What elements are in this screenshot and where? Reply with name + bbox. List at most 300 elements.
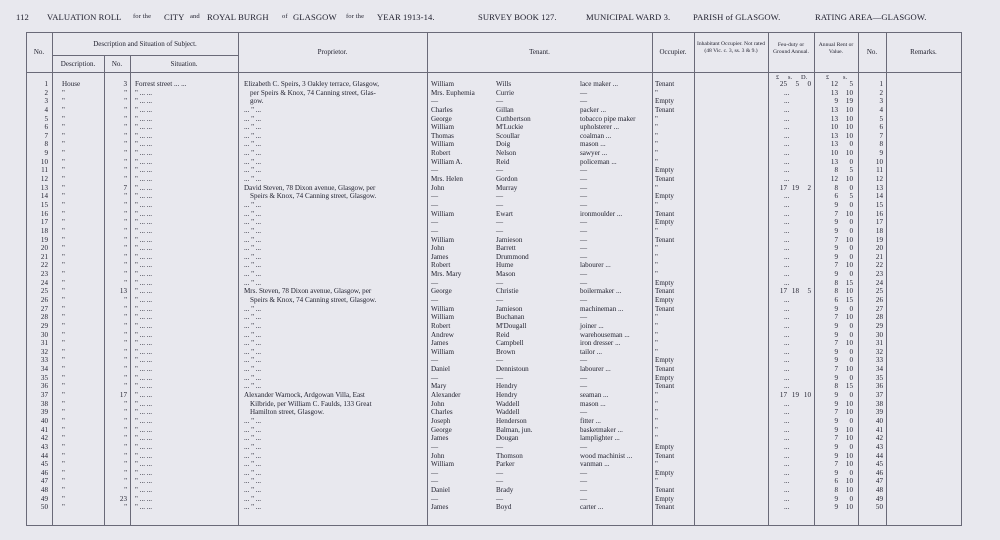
cell-sit: " ... ...	[135, 356, 153, 365]
cell-no2: 14	[875, 192, 883, 201]
cell-sit: " ... ...	[135, 296, 153, 304]
cell-tf: —	[431, 477, 439, 486]
cell-al: 7	[834, 365, 838, 374]
cell-prop: ... " ...	[244, 278, 262, 287]
cell-prop: ... " ...	[244, 416, 262, 425]
proprietor-entry	[244, 184, 424, 201]
cell-as: 0	[849, 321, 853, 330]
cell-al: 13	[830, 157, 838, 166]
cell-tf: William	[431, 209, 454, 218]
cell-tl: Drummond	[496, 252, 529, 261]
cell-num: "	[124, 503, 127, 512]
cell-inh: ...	[784, 166, 790, 175]
cell-num: "	[124, 252, 127, 261]
cell-prop: ... " ...	[244, 270, 262, 279]
cell-no: 41	[40, 425, 48, 434]
cell-no: 6	[44, 123, 48, 132]
cell-num: "	[124, 131, 127, 140]
cell-desc: "	[62, 477, 65, 486]
cell-al: 13	[830, 105, 838, 114]
cell-desc: "	[62, 391, 65, 400]
cell-occ: "	[655, 321, 658, 330]
cell-prop: ... " ...	[244, 131, 262, 140]
col-header-proprietor: Proprietor.	[317, 48, 348, 56]
cell-tt: —	[580, 270, 588, 279]
cell-occ: Empty	[655, 296, 674, 304]
table-row	[0, 486, 1000, 495]
cell-num: "	[124, 313, 127, 322]
col-header-description: Description.	[60, 60, 96, 68]
cell-no: 37	[40, 391, 48, 400]
cell-tl: —	[496, 192, 504, 201]
col-header-annual-rent: Annual Rent or Value.	[818, 42, 854, 55]
col-header-number: No.	[111, 60, 123, 68]
cell-tf: —	[431, 442, 439, 451]
cell-prop: ... " ...	[244, 365, 262, 374]
cell-al: 9	[834, 503, 838, 512]
col-header-no: No.	[33, 48, 45, 56]
cell-occ: "	[655, 347, 658, 356]
cell-tl: Mason	[496, 270, 516, 279]
cell-no2: 10	[875, 157, 883, 166]
cell-tf: —	[431, 200, 439, 209]
cell-desc: "	[62, 304, 65, 313]
cell-no: 44	[40, 451, 48, 460]
cell-no2: 19	[875, 235, 883, 244]
cell-sit: " ... ...	[135, 192, 153, 201]
cell-inh: ...	[784, 252, 790, 261]
cell-tt: sawyer ...	[580, 149, 608, 158]
cell-num: "	[124, 451, 127, 460]
table-row	[0, 132, 1000, 141]
cell-tt: —	[580, 494, 588, 503]
cell-tf: —	[431, 494, 439, 503]
cell-tt: —	[580, 166, 588, 175]
desc-group-rule	[52, 55, 238, 56]
cell-tf: James	[431, 434, 449, 443]
cell-no2: 13	[875, 183, 883, 192]
table-top-rule	[26, 32, 961, 33]
cell-no: 8	[44, 140, 48, 149]
col-header-no-2: No.	[866, 48, 878, 56]
cell-sit: " ... ...	[135, 416, 153, 425]
cell-tf: Charles	[431, 408, 453, 417]
cell-no2: 1	[879, 80, 883, 88]
cell-num: "	[124, 235, 127, 244]
cell-inh: ...	[784, 313, 790, 322]
cell-tl: Jamieson	[496, 304, 523, 313]
proprietor-entry	[244, 287, 424, 304]
cell-as: 10	[845, 408, 853, 417]
cell-prop: ... " ...	[244, 434, 262, 443]
cell-sit: " ... ...	[135, 494, 153, 503]
cell-desc: "	[62, 408, 65, 417]
cell-as: 10	[845, 235, 853, 244]
proprietor-line: Speirs & Knox, 74 Canning street, Glasgow.	[250, 295, 377, 304]
cell-no2: 15	[875, 200, 883, 209]
cell-desc: "	[62, 347, 65, 356]
cell-tl: Waddell	[496, 399, 520, 408]
cell-no2: 18	[875, 226, 883, 235]
cell-tt: —	[580, 192, 588, 201]
cell-no2: 6	[879, 123, 883, 132]
cell-num: "	[124, 209, 127, 218]
cell-num: "	[124, 157, 127, 166]
cell-desc: "	[62, 287, 65, 296]
cell-sit: " ... ...	[135, 183, 153, 192]
cell-no: 49	[40, 494, 48, 503]
cell-tl: Ewart	[496, 209, 513, 218]
title-word: for the	[133, 13, 152, 20]
cell-num: "	[124, 105, 127, 114]
cell-tt: —	[580, 244, 588, 253]
cell-num: "	[124, 486, 127, 495]
cell-as: 10	[845, 149, 853, 158]
table-row	[0, 218, 1000, 227]
cell-num: "	[124, 200, 127, 209]
cell-prop: ... " ...	[244, 356, 262, 365]
col-header-feu-duty: Feu-duty or Ground Annual.	[772, 42, 810, 55]
table-row	[0, 443, 1000, 452]
table-row	[0, 227, 1000, 236]
cell-al: 9	[834, 347, 838, 356]
cell-as: 10	[845, 477, 853, 486]
cell-no2: 42	[875, 434, 883, 443]
cell-al: 9	[834, 226, 838, 235]
cell-desc: "	[62, 218, 65, 227]
table-row	[0, 184, 1000, 193]
cell-tf: William	[431, 313, 454, 322]
unit-pounds: £	[826, 74, 830, 81]
cell-tl: —	[496, 468, 504, 477]
cell-inh: ...	[784, 434, 790, 443]
cell-sit: " ... ...	[135, 460, 153, 469]
cell-sit: " ... ...	[135, 347, 153, 356]
title-city: CITY	[164, 12, 185, 22]
cell-inh: ...	[784, 97, 790, 106]
cell-occ: Tenant	[655, 235, 675, 244]
cell-tl: Brown	[496, 347, 516, 356]
cell-prop: ... " ...	[244, 261, 262, 270]
cell-tf: George	[431, 114, 452, 123]
cell-inh: ...	[784, 175, 790, 184]
cell-occ: "	[655, 261, 658, 270]
cell-tl: Currie	[496, 88, 515, 97]
cell-tt: warehouseman ...	[580, 330, 630, 339]
cell-sit: " ... ...	[135, 391, 153, 400]
cell-tt: —	[580, 442, 588, 451]
cell-al: 8	[834, 278, 838, 287]
cell-as: 15	[845, 296, 853, 304]
cell-sit: " ... ...	[135, 175, 153, 184]
cell-inh: ...	[784, 131, 790, 140]
cell-tf: Charles	[431, 105, 453, 114]
cell-inh: ...	[784, 209, 790, 218]
table-row	[0, 408, 1000, 417]
cell-prop: ... " ...	[244, 494, 262, 503]
cell-no2: 11	[876, 166, 883, 175]
cell-no: 35	[40, 373, 48, 382]
cell-al: 9	[834, 425, 838, 434]
cell-tl: Thomson	[496, 451, 523, 460]
cell-prop: ... " ...	[244, 460, 262, 469]
cell-no2: 3	[879, 97, 883, 106]
cell-occ: Empty	[655, 356, 674, 365]
cell-no2: 20	[875, 244, 883, 253]
cell-desc: "	[62, 365, 65, 374]
cell-no2: 49	[875, 494, 883, 503]
cell-al: 8	[834, 183, 838, 192]
cell-no2: 40	[875, 416, 883, 425]
cell-desc: "	[62, 252, 65, 261]
table-row	[0, 434, 1000, 443]
cell-tf: Andrew	[431, 330, 454, 339]
cell-inh: ...	[784, 226, 790, 235]
cell-as: 0	[849, 373, 853, 382]
cell-occ: "	[655, 252, 658, 261]
cell-no2: 36	[875, 382, 883, 391]
cell-occ: "	[655, 477, 658, 486]
cell-desc: "	[62, 192, 65, 201]
cell-sit: " ... ...	[135, 408, 153, 417]
cell-occ: Empty	[655, 218, 674, 227]
cell-occ: Empty	[655, 166, 674, 175]
cell-al: 7	[834, 460, 838, 469]
cell-occ: "	[655, 114, 658, 123]
table-row	[0, 192, 1000, 201]
cell-no: 10	[40, 157, 48, 166]
cell-prop: ... " ...	[244, 200, 262, 209]
cell-desc: "	[62, 313, 65, 322]
cell-al: 6	[834, 296, 838, 304]
table-row	[0, 236, 1000, 245]
cell-inh: ...	[784, 105, 790, 114]
cell-al: 6	[834, 477, 838, 486]
cell-inh: ...	[784, 442, 790, 451]
cell-prop: ... " ...	[244, 304, 262, 313]
cell-tt: —	[580, 382, 588, 391]
cell-tl: —	[496, 494, 504, 503]
cell-no: 18	[40, 226, 48, 235]
cell-occ: Tenant	[655, 382, 675, 391]
cell-num: "	[124, 468, 127, 477]
cell-occ: Empty	[655, 494, 674, 503]
cell-sit: " ... ...	[135, 244, 153, 253]
cell-prop: ... " ...	[244, 477, 262, 486]
cell-desc: "	[62, 356, 65, 365]
cell-desc: "	[62, 330, 65, 339]
cell-tf: —	[431, 356, 439, 365]
cell-no: 30	[40, 330, 48, 339]
cell-tf: Daniel	[431, 486, 450, 495]
cell-prop: ... " ...	[244, 114, 262, 123]
cell-prop: ... " ...	[244, 451, 262, 460]
cell-tt: basketmaker ...	[580, 425, 623, 434]
cell-no2: 5	[879, 114, 883, 123]
cell-tt: —	[580, 175, 588, 184]
cell-tf: Daniel	[431, 365, 450, 374]
cell-as: 10	[845, 114, 853, 123]
col-header-description-group: Description and Situation of Subject.	[93, 40, 197, 48]
cell-tl: Doig	[496, 140, 511, 149]
cell-tt: —	[580, 477, 588, 486]
cell-tf: John	[431, 244, 445, 253]
cell-al: 8	[834, 287, 838, 296]
cell-no2: 43	[875, 442, 883, 451]
table-row	[0, 391, 1000, 400]
cell-no2: 39	[875, 408, 883, 417]
cell-desc: "	[62, 200, 65, 209]
cell-as: 10	[845, 425, 853, 434]
cell-num: "	[124, 321, 127, 330]
cell-sit: " ... ...	[135, 365, 153, 374]
cell-tl: —	[496, 373, 504, 382]
cell-prop: ... " ...	[244, 175, 262, 184]
cell-no: 14	[40, 192, 48, 201]
table-row	[0, 253, 1000, 262]
cell-al: 9	[834, 399, 838, 408]
cell-tt: —	[580, 373, 588, 382]
cell-fl: 25	[779, 80, 787, 88]
cell-desc: "	[62, 321, 65, 330]
table-row	[0, 356, 1000, 365]
cell-sit: Forrest street ... ...	[135, 80, 187, 88]
cell-num: "	[124, 330, 127, 339]
cell-tt: —	[580, 226, 588, 235]
cell-prop: ... " ...	[244, 486, 262, 495]
cell-occ: "	[655, 226, 658, 235]
cell-occ: Tenant	[655, 287, 675, 296]
cell-tf: Robert	[431, 261, 451, 270]
cell-no2: 17	[875, 218, 883, 227]
cell-tt: machineman ...	[580, 304, 624, 313]
cell-al: 7	[834, 209, 838, 218]
cell-no: 29	[40, 321, 48, 330]
cell-num: "	[124, 339, 127, 348]
cell-al: 10	[830, 123, 838, 132]
cell-desc: "	[62, 339, 65, 348]
municipal-ward: MUNICIPAL WARD 3.	[586, 12, 671, 22]
cell-num: "	[124, 114, 127, 123]
cell-as: 0	[849, 252, 853, 261]
cell-no2: 47	[875, 477, 883, 486]
cell-no2: 45	[875, 460, 883, 469]
table-bottom-rule	[26, 525, 961, 526]
cell-inh: ...	[784, 382, 790, 391]
cell-no: 7	[44, 131, 48, 140]
cell-sit: " ... ...	[135, 321, 153, 330]
cell-tl: Henderson	[496, 416, 527, 425]
cell-tf: Thomas	[431, 131, 454, 140]
cell-tl: —	[496, 296, 504, 304]
title-glasgow: GLASGOW	[293, 12, 337, 22]
cell-sit: " ... ...	[135, 105, 153, 114]
cell-no2: 21	[875, 252, 883, 261]
cell-desc: "	[62, 296, 65, 304]
cell-prop: ... " ...	[244, 235, 262, 244]
cell-as: 10	[845, 287, 853, 296]
cell-al: 8	[834, 486, 838, 495]
cell-inh: ...	[784, 244, 790, 253]
title-word: and	[190, 13, 200, 20]
unit-pounds: £	[776, 74, 780, 81]
parish: PARISH of GLASGOW.	[693, 12, 781, 22]
col-header-remarks: Remarks.	[910, 48, 937, 56]
cell-sit: " ... ...	[135, 88, 153, 97]
cell-tt: —	[580, 468, 588, 477]
cell-no: 32	[40, 347, 48, 356]
cell-as: 10	[845, 261, 853, 270]
cell-no: 15	[40, 200, 48, 209]
cell-as: 0	[849, 157, 853, 166]
table-row	[0, 97, 1000, 106]
cell-no: 4	[44, 105, 48, 114]
table-row	[0, 374, 1000, 383]
cell-al: 9	[834, 97, 838, 106]
cell-occ: "	[655, 244, 658, 253]
proprietor-line: Elizabeth C. Speirs, 3 Oakley terrace, Glasgow,	[244, 80, 380, 88]
cell-sit: " ... ...	[135, 451, 153, 460]
cell-sit: " ... ...	[135, 468, 153, 477]
table-row	[0, 331, 1000, 340]
cell-num: "	[124, 175, 127, 184]
cell-as: 0	[849, 226, 853, 235]
cell-fs: 19	[791, 391, 799, 400]
cell-inh: ...	[784, 218, 790, 227]
cell-inh: ...	[784, 200, 790, 209]
cell-inh: ...	[784, 347, 790, 356]
cell-desc: "	[62, 278, 65, 287]
cell-al: 7	[834, 434, 838, 443]
cell-no: 36	[40, 382, 48, 391]
cell-no: 27	[40, 304, 48, 313]
cell-al: 9	[834, 356, 838, 365]
cell-num: 7	[123, 183, 127, 192]
cell-sit: " ... ...	[135, 425, 153, 434]
cell-sit: " ... ...	[135, 166, 153, 175]
table-row	[0, 348, 1000, 357]
cell-desc: "	[62, 442, 65, 451]
cell-no: 39	[40, 408, 48, 417]
cell-tt: boilermaker ...	[580, 287, 622, 296]
cell-prop: ... " ...	[244, 123, 262, 132]
cell-as: 0	[849, 347, 853, 356]
cell-as: 10	[845, 105, 853, 114]
cell-no: 50	[40, 503, 48, 512]
col-header-situation: Situation.	[170, 60, 198, 68]
cell-num: "	[124, 270, 127, 279]
cell-occ: "	[655, 408, 658, 417]
proprietor-line: Kilbride, per William C. Faulds, 133 Great	[250, 399, 372, 408]
cell-occ: "	[655, 88, 658, 97]
cell-prop: ... " ...	[244, 425, 262, 434]
cell-num: "	[124, 140, 127, 149]
cell-as: 5	[849, 80, 853, 88]
cell-desc: "	[62, 486, 65, 495]
cell-num: "	[124, 477, 127, 486]
cell-no2: 35	[875, 373, 883, 382]
cell-no2: 8	[879, 140, 883, 149]
cell-sit: " ... ...	[135, 278, 153, 287]
cell-tt: tailor ...	[580, 347, 603, 356]
cell-al: 8	[834, 382, 838, 391]
cell-no: 33	[40, 356, 48, 365]
page-number: 112	[16, 12, 29, 22]
cell-num: "	[124, 347, 127, 356]
cell-al: 9	[834, 244, 838, 253]
cell-sit: " ... ...	[135, 123, 153, 132]
cell-desc: "	[62, 494, 65, 503]
